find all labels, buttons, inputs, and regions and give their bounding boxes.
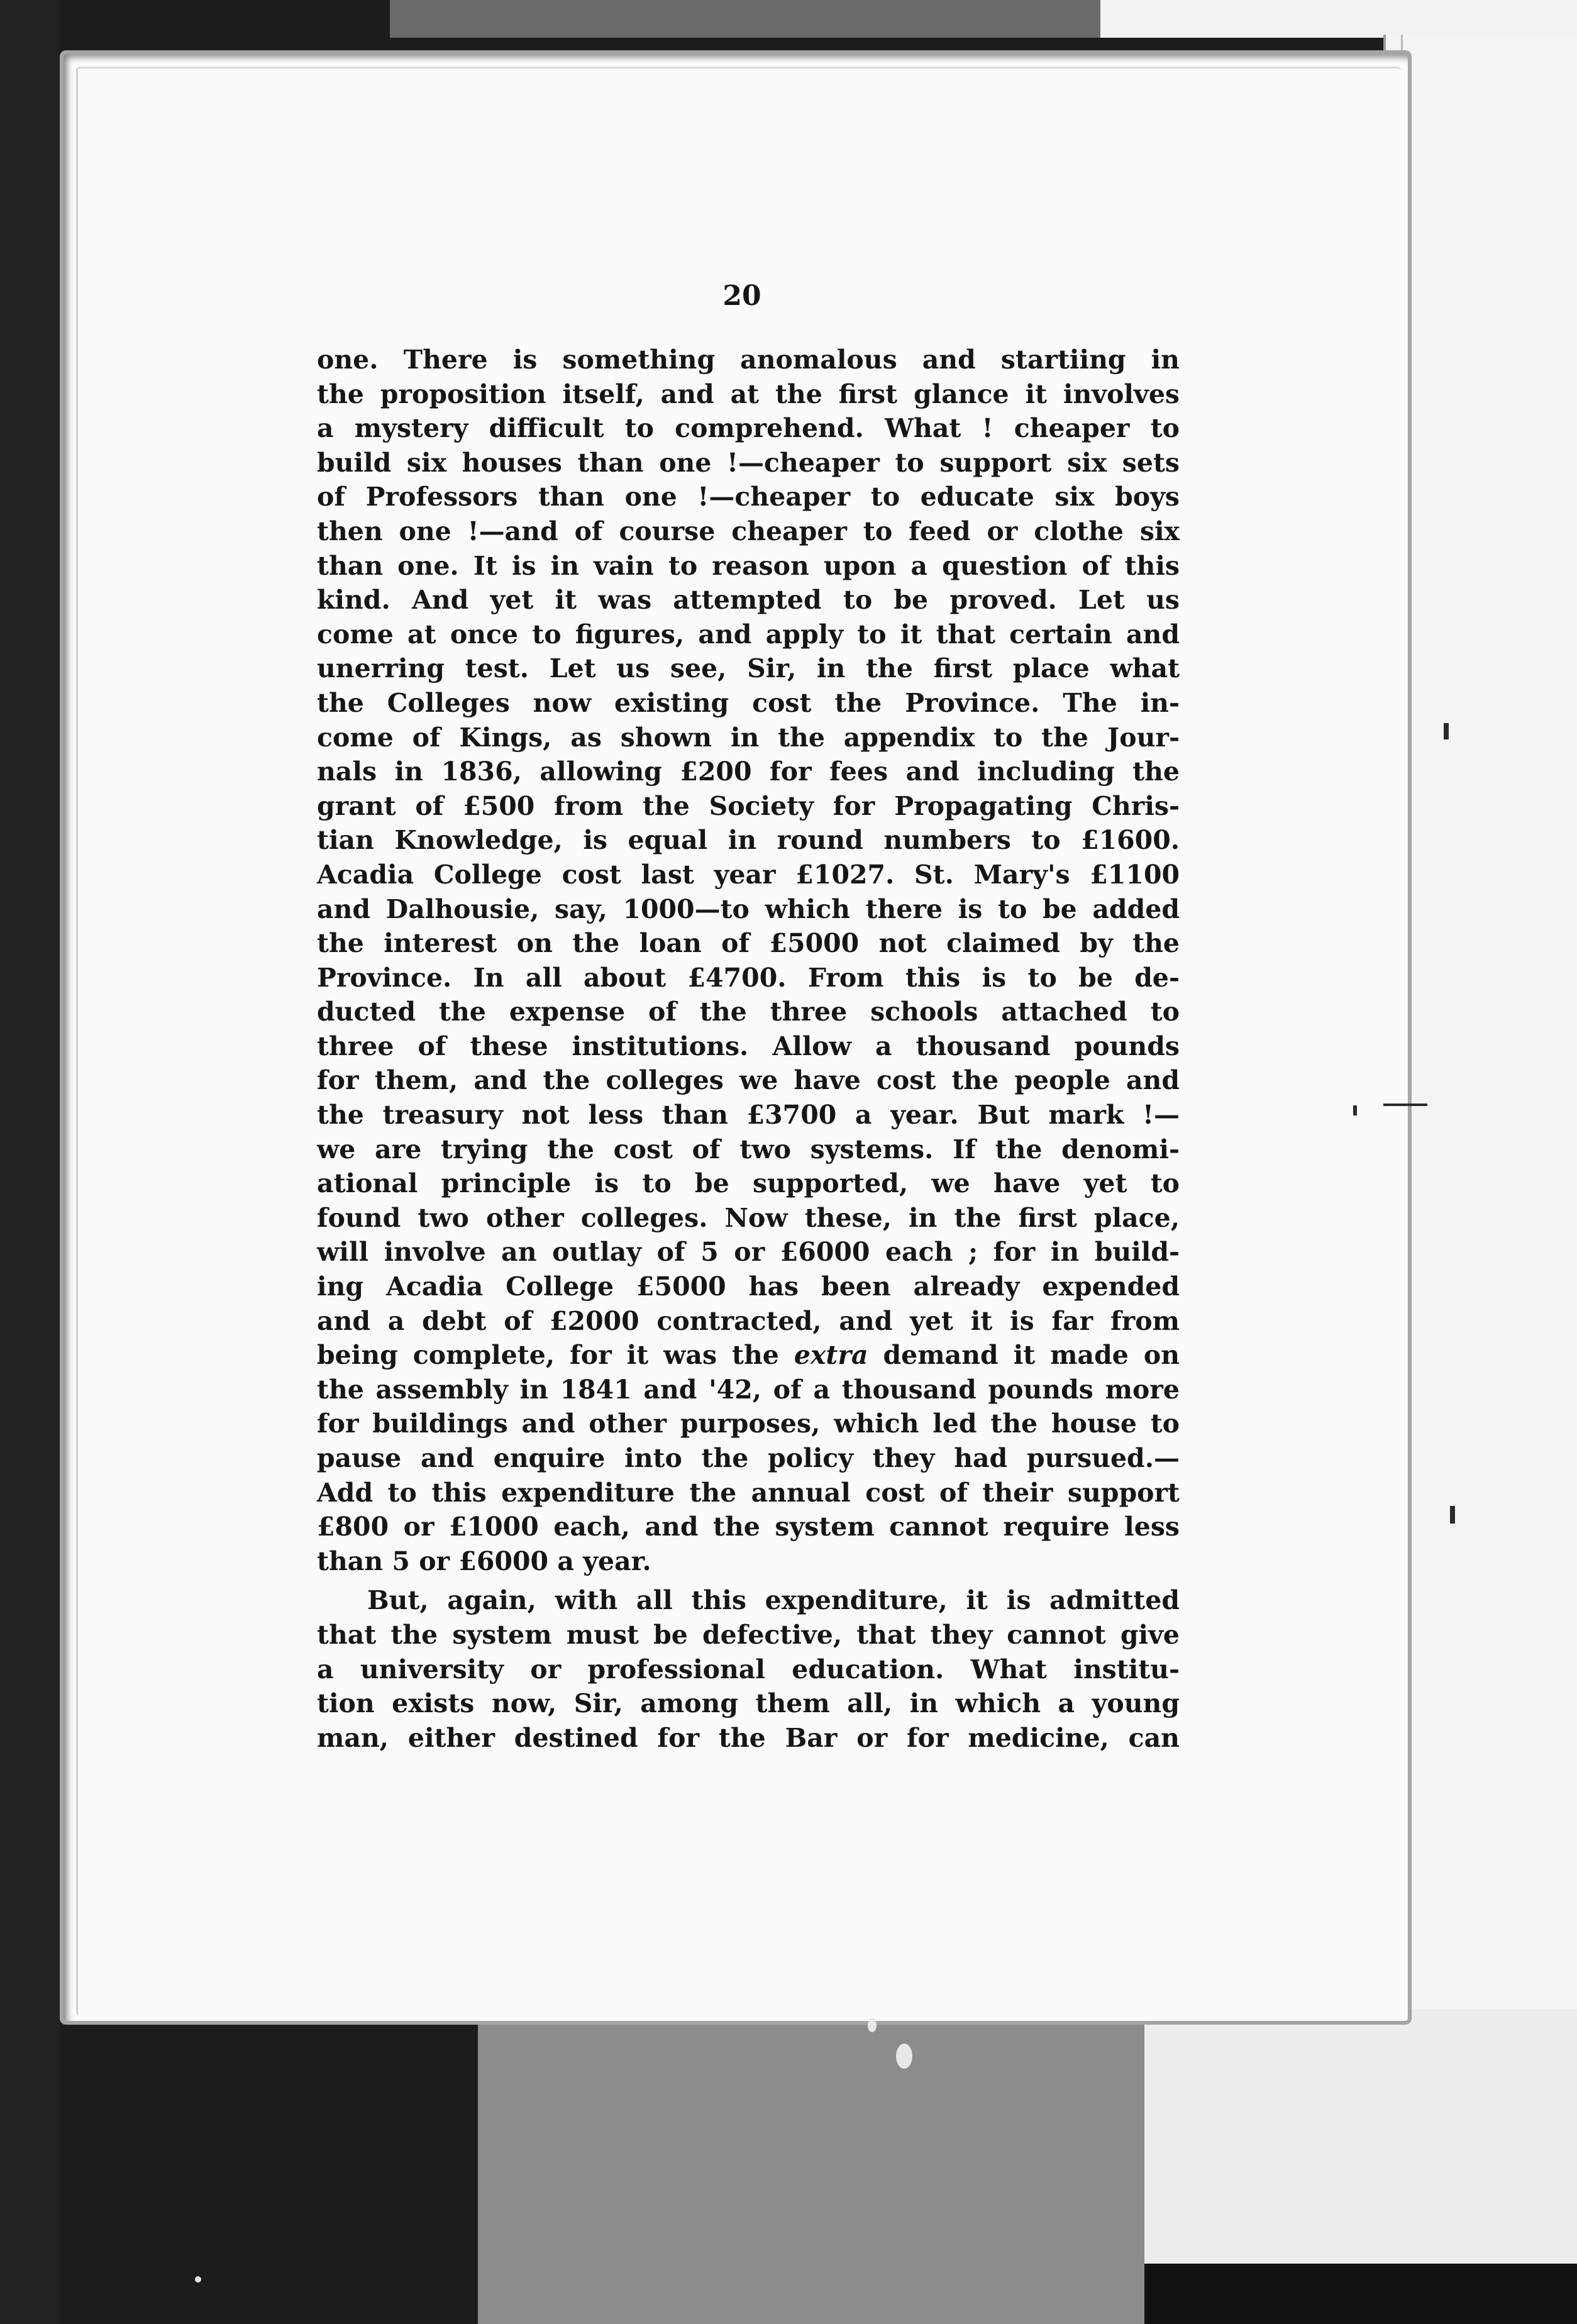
text-line: Acadia College cost last year £1027. St. Mary's £1100 [317,859,1180,890]
text-line: build six houses than one !—cheaper to support six sets [317,447,1180,478]
text-line: a mystery difficult to comprehend. What ! cheaper to [317,413,1180,444]
text-segment: being complete, for it was the [317,1340,779,1371]
scan-background-left [0,0,60,2324]
scan-background-bottom-edge [1144,2264,1577,2324]
text-line: grant of £500 from the Society for Propagating Chris- [317,790,1180,821]
scan-background-bottom [478,2000,1144,2324]
text-line: ational principle is to be supported, we have yet to [317,1168,1180,1199]
scan-speck [195,2276,201,2282]
text-line: pause and enquire into the policy they had pursued.— [317,1443,1180,1473]
text-line: £800 or £1000 each, and the system cannot require less [317,1512,1180,1542]
text-line: tian Knowledge, is equal in round numbers to £1600. [317,825,1180,856]
scan-mark [1383,1104,1427,1106]
text-line: Add to this expenditure the annual cost of their support [317,1477,1180,1508]
paragraph-gap [317,1578,1180,1583]
text-line: one. There is something anomalous and startiing in [317,345,1180,375]
text-line: the interest on the loan of £5000 not claimed by the [317,928,1180,959]
text-line: But, again, with all this expenditure, it is admitted [367,1585,1180,1616]
text-line-with-emphasis [317,1338,1180,1373]
text-line: ing Acadia College £5000 has been already expended [317,1271,1180,1302]
text-line: man, either destined for the Bar or for medicine, can [317,1722,1180,1753]
text-line: and Dalhousie, say, 1000—to which there is to be added [317,894,1180,924]
text-line: unerring test. Let us see, Sir, in the first place what [317,653,1180,684]
text-line: found two other colleges. Now these, in the first place, [317,1202,1180,1233]
scan-speck [868,2018,877,2032]
text-segment: demand it made on [883,1340,1180,1371]
scan-mark [1450,1506,1455,1524]
scan-speck [896,2044,912,2069]
text-line: for buildings and other purposes, which led the house to [317,1408,1180,1439]
text-line: Province. In all about £4700. From this is to be de- [317,962,1180,993]
text-line: come of Kings, as shown in the appendix to the Jour- [317,722,1180,753]
text-line: the treasury not less than £3700 a year. But mark !— [317,1100,1180,1131]
text-line: than 5 or £6000 a year. [317,1546,651,1576]
text-line: than one. It is in vain to reason upon a question of this [317,550,1180,581]
text-line: the assembly in 1841 and '42, of a thousand pounds more [317,1374,1180,1405]
scan-mark [1353,1105,1357,1115]
text-line: come at once to figures, and apply to it that certain and [317,619,1180,650]
text-line: nals in 1836, allowing £200 for fees and including the [317,756,1180,787]
text-line: and a debt of £2000 contracted, and yet it is far from [317,1305,1180,1336]
page-number: 20 [722,280,761,312]
body-text [317,343,1180,1755]
text-line: kind. And yet it was attempted to be proved. Let us [317,585,1180,616]
facing-page [1383,35,1577,2009]
scan-background-top-right [1100,0,1577,38]
text-line: of Professors than one !—cheaper to educate six boys [317,482,1180,512]
text-line: that the system must be defective, that they cannot give [317,1619,1180,1650]
text-line: tion exists now, Sir, among them all, in which a young [317,1688,1180,1719]
text-line: ducted the expense of the three schools attached to [317,997,1180,1027]
text-line: will involve an outlay of 5 or £6000 each ; for in build- [317,1237,1180,1268]
text-line: the proposition itself, and at the first glance it involves [317,379,1180,409]
emphasis-word: extra [794,1340,868,1371]
scan-background-top [390,0,1100,38]
text-line: then one !—and of course cheaper to feed or clothe six [317,516,1180,546]
scan-background-bottom-right [1144,2000,1577,2289]
text-line: the Colleges now existing cost the Province. The in- [317,687,1180,718]
text-line: we are trying the cost of two systems. If the denomi- [317,1134,1180,1165]
text-line: for them, and the colleges we have cost the people and [317,1065,1180,1096]
text-line: three of these institutions. Allow a thousand pounds [317,1031,1180,1061]
text-line: a university or professional education. What institu- [317,1654,1180,1685]
scan-mark [1444,723,1449,739]
